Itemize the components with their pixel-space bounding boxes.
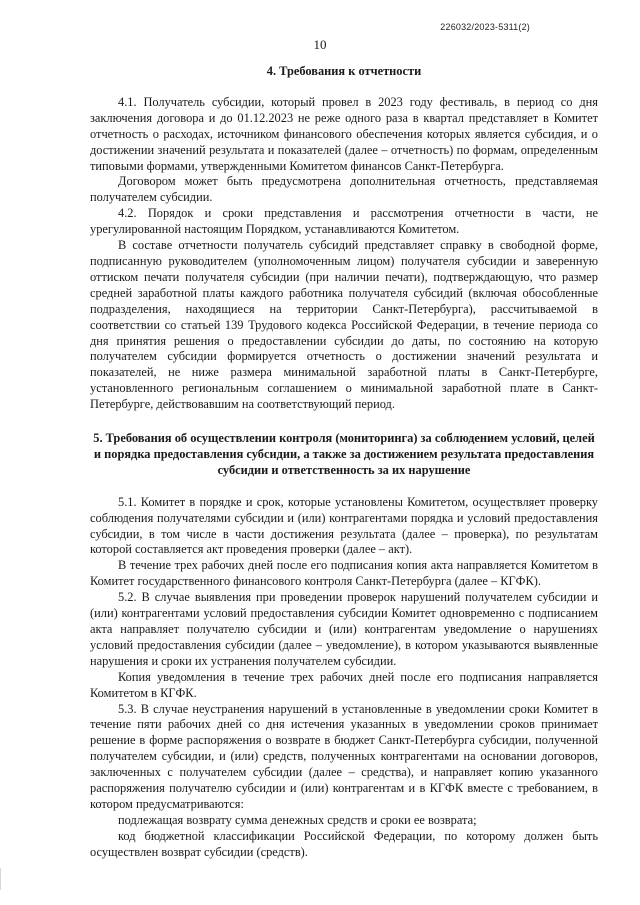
paragraph-4-2-salary: В составе отчетности получатель субсидий представляет справку в свободной форме, подписанную руководителем (уполномоченным лицом) получателя субсидии и заверенную оттиском печати получателя субсидии (при наличии печати), подтверждающую, что размер средней заработной платы каждого работника получателя субсидий (включая обособленные подразделения, находящиеся на территории Санкт-Петербурга), рассчитываемой в соответствии со статьей 139 Трудового кодекса Российской Федерации, в течение периода со дня принятия решения о предоставлении субсидии до даты, по состоянию на которую получателем субсидии формируется отчетность о достижении значений результата и показателей, не ниже размера минимальной заработной платы в Санкт-Петербурге, установленного региональным соглашением о минимальной заработной плате в Санкт-Петербурге, действовавшим на соответствующий период.: [90, 238, 598, 412]
paragraph-5-2-copy: Копия уведомления в течение трех рабочих дней после его подписания направляется Комитетом в КГФК.: [90, 669, 598, 700]
page-number: 10: [313, 37, 327, 52]
paragraph-5-2: 5.2. В случае выявления при проведении проверок нарушений получателем субсидии и (или) контрагентами условий предоставления субсидии Комитет одновременно с подписанием акта направляет получателю субсидии и (или) контрагентам уведомление о нарушениях условий предоставления субсидии (далее – уведомление), в котором указываются выявленные нарушения и сроки их устранения получателем субсидии.: [90, 590, 598, 668]
section-5-title: 5. Требования об осуществлении контроля (мониторинга) за соблюдением условий, целей и порядка предоставления субсидии, а также за достижением результата предоставления субсидии и ответственность за их нарушение: [93, 431, 595, 477]
scan-edge-mark: [0, 868, 9, 890]
paragraph-5-1: 5.1. Комитет в порядке и срок, которые установлены Комитетом, осуществляет проверку соблюдения получателями субсидии и (или) контрагентами порядка и условий предоставления субсидии, в том числе в части достижения результата (далее – проверка), по результатам которой составляется акт проведения проверки (далее – акт).: [90, 494, 598, 557]
paragraph-4-1: 4.1. Получатель субсидии, который провел в 2023 году фестиваль, в период со дня заключения договора и до 01.12.2023 не реже одного раза в квартал представляет в Комитет отчетность о расходах, источником финансового обеспечения которых является субсидия, и о достижении значений результата и показателей (далее – отчетность) по формам, определенным типовыми формами, утвержденными Комитетом финансов Санкт-Петербурга.: [90, 94, 598, 173]
paragraph-5-1-copy: В течение трех рабочих дней после его подписания копия акта направляется Комитетом в Комитет государственного финансового контроля Санкт-Петербурга (далее – КГФК).: [90, 558, 598, 589]
paragraph-5-3-code: код бюджетной классификации Российской Федерации, по которому должен быть осуществлен возврат субсидии (средств).: [90, 828, 598, 859]
paragraph-5-3-amount: подлежащая возврату сумма денежных средств и сроки ее возврата;: [118, 812, 477, 827]
document-id: 226032/2023-5311(2): [440, 22, 530, 32]
paragraph-5-3: 5.3. В случае неустранения нарушений в установленные в уведомлении сроки Комитет в течение пяти рабочих дней со дня истечения указанных в уведомлении сроков принимает решение в форме распоряжения о возврате в бюджет Санкт-Петербурга субсидии, полученной получателем субсидии, и (или) средств, полученных контрагентами на основании договоров, заключенных с получателем субсидии (далее – средства), и направляет копию указанного распоряжения получателю субсидии и (или) контрагентам и в КГФК вместе с требованием, в котором предусматриваются:: [90, 701, 598, 811]
paragraph-4-2: 4.2. Порядок и сроки представления и рассмотрения отчетности в части, не урегулированной настоящим Порядком, устанавливаются Комитетом.: [90, 206, 598, 237]
paragraph-4-1-extra: Договором может быть предусмотрена дополнительная отчетность, представляемая получателем субсидии.: [90, 174, 598, 205]
section-4-title: 4. Требования к отчетности: [266, 64, 422, 78]
document-body: [90, 64, 598, 861]
